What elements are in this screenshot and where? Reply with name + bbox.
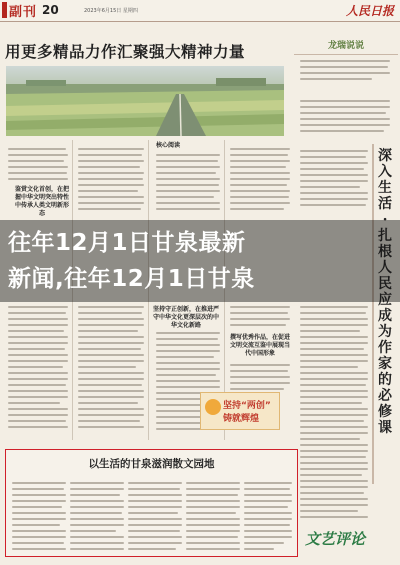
boxed-col-5 bbox=[244, 482, 292, 554]
right-column-tag: 龙瑞说说 bbox=[327, 40, 364, 51]
section-marker-icon bbox=[2, 2, 7, 18]
col2-text bbox=[78, 148, 144, 214]
vertical-title-char: 必 bbox=[378, 388, 392, 404]
landscape-photo bbox=[6, 66, 284, 136]
masthead bbox=[0, 0, 400, 22]
vertical-title-char: 人 bbox=[378, 260, 392, 276]
badge-line-2: 铸就辉煌 bbox=[223, 414, 260, 424]
section-name: 副刊 bbox=[9, 4, 38, 20]
vertical-title-char: 家 bbox=[378, 356, 392, 372]
badge-line-1: 坚持“两创” bbox=[223, 401, 271, 411]
vertical-title-char: 课 bbox=[378, 420, 392, 436]
main-headline: 用更多精品力作汇聚强大精神力量 bbox=[5, 43, 246, 61]
vertical-title-char: 成 bbox=[378, 308, 392, 324]
col4-text bbox=[230, 148, 290, 214]
boxed-col-1 bbox=[12, 482, 66, 554]
vertical-title-char: · bbox=[382, 212, 388, 228]
boxed-article[interactable] bbox=[5, 449, 298, 557]
right-column-divider bbox=[294, 54, 398, 55]
right-column-header bbox=[298, 36, 394, 52]
vertical-title-rule bbox=[372, 144, 374, 484]
right-column-intro bbox=[300, 60, 390, 84]
vertical-title-char: 入 bbox=[378, 164, 392, 180]
vertical-title-char: 深 bbox=[378, 148, 392, 164]
boxed-col-3 bbox=[128, 482, 182, 554]
vertical-title-char: 生 bbox=[378, 180, 392, 196]
vertical-title-char: 的 bbox=[378, 372, 392, 388]
col2-lower-text bbox=[78, 306, 144, 432]
mid-subheading: 坚持守正创新，在推进严守中华文化更深层次的中华文化新路 bbox=[152, 306, 219, 329]
left-column-text bbox=[8, 148, 68, 184]
right-subheading: 撰写优秀作品，在促进文明交流互鉴中展现当代中国形象 bbox=[229, 334, 290, 357]
core-reading-label: 核心阅读 bbox=[156, 142, 181, 149]
vertical-title-char: 为 bbox=[378, 324, 392, 340]
literary-review-logo: 文艺评论 bbox=[305, 530, 366, 548]
vertical-title-char: 修 bbox=[378, 404, 392, 420]
boxed-col-4 bbox=[186, 482, 240, 554]
left-subheading: 鉴赏文化首创，在把握中华文明突出特性中传承人类文明新形态 bbox=[14, 186, 69, 217]
page-number: 20 bbox=[42, 3, 59, 17]
overlay-title-line-1: 往年12月1日甘泉最新 bbox=[8, 230, 246, 256]
left-lower-text bbox=[8, 306, 68, 432]
issue-date: 2023年6月15日 星期四 bbox=[84, 8, 138, 14]
vertical-title-char: 应 bbox=[378, 292, 392, 308]
vertical-title-char: 根 bbox=[378, 244, 392, 260]
col3-text bbox=[156, 154, 220, 214]
right-column-text-2 bbox=[300, 150, 368, 210]
sun-icon bbox=[205, 399, 221, 415]
col4-lower-text-2 bbox=[230, 364, 290, 394]
right-column-text bbox=[300, 100, 390, 136]
vertical-title-char: 活 bbox=[378, 196, 392, 212]
newspaper-logo: 人民日报 bbox=[345, 4, 394, 18]
overlay-title-line-2: 新闻,往年12月1日甘泉 bbox=[8, 266, 255, 292]
col4-lower-text bbox=[230, 306, 290, 330]
boxed-col-2 bbox=[70, 482, 124, 554]
vertical-title-char: 扎 bbox=[378, 228, 392, 244]
section-label bbox=[2, 0, 59, 20]
right-lower-text bbox=[300, 306, 368, 522]
vertical-title-char: 作 bbox=[378, 340, 392, 356]
two-creations-badge bbox=[200, 392, 280, 430]
vertical-title-char: 民 bbox=[378, 276, 392, 292]
boxed-article-title: 以生活的甘泉滋润散文园地 bbox=[88, 458, 215, 470]
